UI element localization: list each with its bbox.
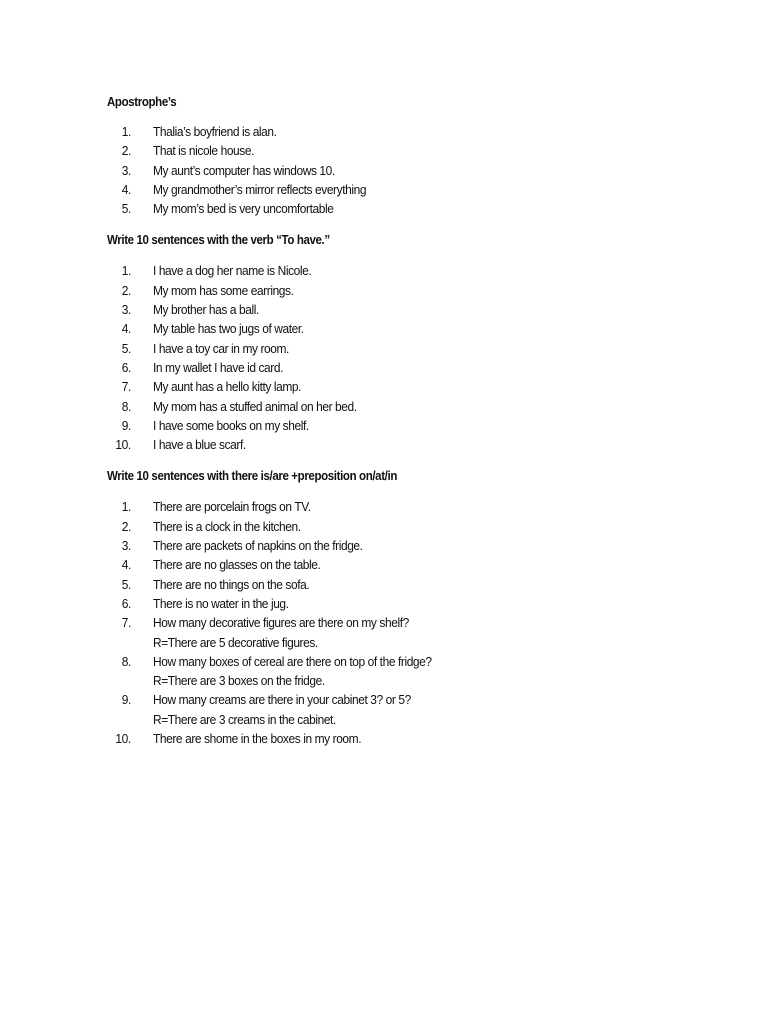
list-item bbox=[107, 517, 707, 536]
answer-text: R=There are 5 decorative figures. bbox=[153, 634, 318, 650]
item-text: I have a toy car in my room. bbox=[153, 340, 289, 356]
item-text: How many decorative figures are there on my shelf? bbox=[153, 615, 409, 631]
section-there-is-are bbox=[107, 468, 707, 748]
answer-text: R=There are 3 boxes on the fridge. bbox=[153, 673, 325, 689]
list-item bbox=[107, 358, 707, 377]
item-text: That is nicole house. bbox=[153, 143, 255, 159]
answer-line bbox=[107, 710, 707, 729]
item-number: 10. bbox=[115, 437, 131, 453]
item-number: 8. bbox=[121, 653, 131, 669]
item-number: 9. bbox=[121, 692, 131, 708]
item-number: 2. bbox=[121, 282, 131, 298]
item-text: I have a blue scarf. bbox=[153, 437, 246, 453]
item-number: 5. bbox=[121, 340, 131, 356]
answer-line bbox=[107, 633, 707, 652]
item-number: 4. bbox=[121, 321, 131, 337]
item-number: 2. bbox=[121, 518, 131, 534]
item-text: My aunt’s computer has windows 10. bbox=[153, 162, 335, 178]
item-number: 4. bbox=[121, 557, 131, 573]
item-number: 8. bbox=[121, 398, 131, 414]
item-text: There are no glasses on the table. bbox=[153, 557, 321, 573]
item-number: 9. bbox=[121, 417, 131, 433]
item-text: There are no things on the sofa. bbox=[153, 576, 310, 592]
list-item bbox=[107, 435, 707, 454]
answer-line bbox=[107, 671, 707, 690]
item-text: I have some books on my shelf. bbox=[153, 417, 309, 433]
item-number: 6. bbox=[121, 359, 131, 375]
item-text: How many creams are there in your cabinet 3? or 5? bbox=[153, 692, 411, 708]
list-item bbox=[107, 397, 707, 416]
item-number: 1. bbox=[121, 263, 131, 279]
item-number: 7. bbox=[121, 379, 131, 395]
item-number: 7. bbox=[121, 615, 131, 631]
item-text: There are shome in the boxes in my room. bbox=[153, 731, 362, 747]
item-number: 1. bbox=[121, 499, 131, 515]
item-text: In my wallet I have id card. bbox=[153, 359, 284, 375]
item-number: 4. bbox=[121, 181, 131, 197]
section-heading: Write 10 sentences with there is/are +preposition on/at/in bbox=[107, 469, 398, 484]
item-text: My table has two jugs of water. bbox=[153, 321, 304, 337]
item-text: My brother has a ball. bbox=[153, 302, 259, 318]
list-item bbox=[107, 261, 707, 280]
section-heading: Write 10 sentences with the verb “To have.” bbox=[107, 233, 330, 248]
sentence-list bbox=[107, 261, 707, 454]
list-item bbox=[107, 199, 707, 218]
list-item bbox=[107, 497, 707, 516]
answer-text: R=There are 3 creams in the cabinet. bbox=[153, 711, 336, 727]
list-item bbox=[107, 690, 707, 709]
item-text: There is a clock in the kitchen. bbox=[153, 518, 301, 534]
list-item bbox=[107, 339, 707, 358]
item-number: 10. bbox=[115, 731, 131, 747]
list-item bbox=[107, 161, 707, 180]
list-item bbox=[107, 300, 707, 319]
list-item bbox=[107, 377, 707, 396]
sentence-list bbox=[107, 122, 707, 218]
item-text: My mom’s bed is very uncomfortable bbox=[153, 201, 334, 217]
item-text: How many boxes of cereal are there on top of the fridge? bbox=[153, 653, 432, 669]
item-text: There are packets of napkins on the fridge. bbox=[153, 538, 363, 554]
list-item bbox=[107, 536, 707, 555]
list-item bbox=[107, 319, 707, 338]
list-item bbox=[107, 180, 707, 199]
document-content bbox=[107, 94, 707, 748]
item-text: My aunt has a hello kitty lamp. bbox=[153, 379, 302, 395]
list-item bbox=[107, 594, 707, 613]
list-item bbox=[107, 555, 707, 574]
sentence-list bbox=[107, 497, 707, 748]
list-item bbox=[107, 652, 707, 671]
section-to-have bbox=[107, 232, 707, 454]
list-item bbox=[107, 575, 707, 594]
item-text: There are porcelain frogs on TV. bbox=[153, 499, 311, 515]
list-item bbox=[107, 141, 707, 160]
item-number: 6. bbox=[121, 595, 131, 611]
item-text: I have a dog her name is Nicole. bbox=[153, 263, 312, 279]
item-number: 5. bbox=[121, 576, 131, 592]
section-heading: Apostrophe’s bbox=[107, 95, 177, 109]
list-item bbox=[107, 729, 707, 748]
item-number: 3. bbox=[121, 162, 131, 178]
item-text: My grandmother’s mirror reflects everything bbox=[153, 181, 367, 197]
list-item bbox=[107, 613, 707, 632]
item-text: My mom has a stuffed animal on her bed. bbox=[153, 398, 357, 414]
item-text: My mom has some earrings. bbox=[153, 282, 294, 298]
list-item bbox=[107, 281, 707, 300]
item-text: There is no water in the jug. bbox=[153, 595, 289, 611]
list-item bbox=[107, 122, 707, 141]
item-number: 3. bbox=[121, 538, 131, 554]
item-number: 5. bbox=[121, 201, 131, 217]
item-number: 1. bbox=[121, 124, 131, 139]
list-item bbox=[107, 416, 707, 435]
item-number: 2. bbox=[121, 143, 131, 159]
section-apostrophes bbox=[107, 94, 707, 218]
item-text: Thalia’s boyfriend is alan. bbox=[153, 124, 277, 139]
item-number: 3. bbox=[121, 302, 131, 318]
